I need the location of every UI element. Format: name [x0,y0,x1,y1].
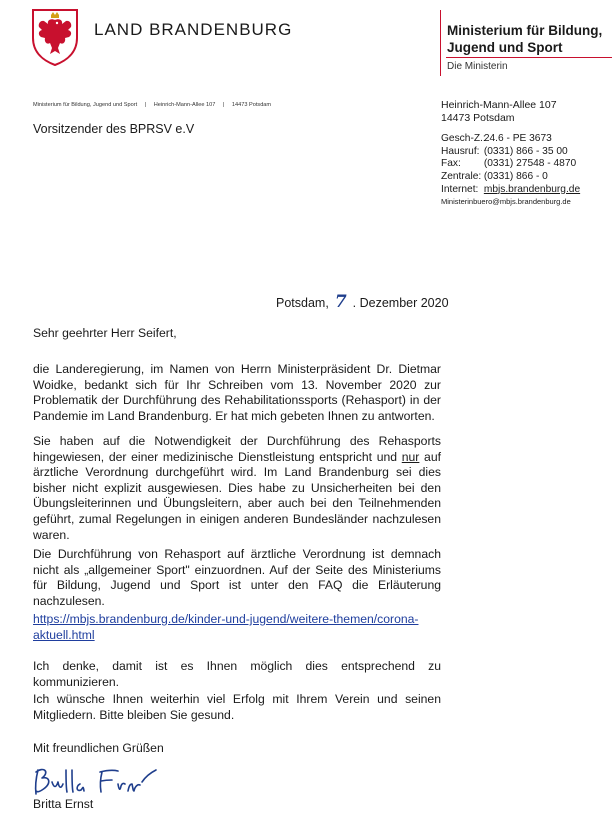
date-day-handwritten: 7 [334,292,347,312]
date-month-year: . Dezember 2020 [352,296,449,310]
ministry-title: Ministerium für Bildung, Jugend und Sport [447,23,603,55]
recipient-address: Vorsitzender des BPRSV e.V [33,122,195,136]
email-address[interactable]: Ministerinbuero@mbjs.brandenburg.de [441,197,571,207]
contact-label: Gesch-Z.: [441,133,486,144]
sender-separator: | [144,102,147,108]
contact-label: Zentrale: [441,171,482,183]
contact-value: (0331) 27548 - 4870 [483,158,577,170]
state-name: LAND BRANDENBURG [94,20,293,39]
ministry-address [441,99,557,124]
address-city: 14473 Potsdam [441,111,515,124]
closing: Mit freundlichen Grüßen [33,741,164,755]
contact-value: (0331) 866 - 0 [483,171,548,183]
paragraph-3: Die Durchführung von Rehasport auf ärztliche Verordnung ist demnach nicht als „allgemeiner Sport" einzuordnen. Auf der Seite des Ministeriums für Bildung, Jugend und Sport ist unter den FAQ die Erläuterung nachzulesen. [33,547,441,608]
contact-row [441,146,580,159]
contact-row [441,158,580,171]
contact-label: Hausruf: [441,145,480,157]
ministry-subtitle: Die Ministerin [447,61,508,72]
paragraph-4: Ich denke, damit ist es Ihnen möglich dies entsprechend zu kommunizieren. [33,659,441,689]
contact-block [441,133,580,209]
paragraph-1: die Landeregierung, im Namen von Herrn Ministerpräsident Dr. Dietmar Woidke, bedankt sich für Ihr Schreiben vom 13. November 2020 zur Problematik der Durchführung des Rehabilitationssports (Rehasport) in der Pandemie im Land Brandenburg. Er hat mich gebeten Ihnen zu antworten. [33,362,441,423]
contact-label: Internet: [441,183,479,195]
address-street: Heinrich-Mann-Allee 107 [441,99,557,111]
faq-link[interactable]: https://mbjs.brandenburg.de/kinder-und-jugend/weitere-themen/corona-aktuell.html [33,612,419,642]
contact-value: 24.6 - PE 3673 [483,133,552,144]
contact-value: (0331) 866 - 35 00 [483,145,568,157]
salutation: Sehr geehrter Herr Seifert, [33,326,177,340]
date-city: Potsdam, [276,296,329,310]
contact-row [441,133,580,146]
paragraph-5: Ich wünsche Ihnen weiterhin viel Erfolg mit Ihrem Verein und seinen Mitgliedern. Bitte bleiben Sie gesund. [33,692,441,722]
p2-emphasis: nur [401,449,420,464]
paragraph-2 [33,434,441,543]
ministry-rule [446,57,612,58]
contact-row [441,184,580,197]
signer-name: Britta Ernst [33,797,94,811]
sender-ministry: Ministerium für Bildung, Jugend und Sport [33,102,138,108]
internet-link[interactable]: mbjs.brandenburg.de [483,183,581,195]
contact-row [441,171,580,184]
sender-street: Heinrich-Mann-Allee 107 [153,102,216,108]
sender-return-line [33,102,277,108]
contact-label: Fax: [441,158,461,170]
p2-after: auf ärztliche Verordnung durchgeführt wird. Im Land Brandenburg sei dies bisher nicht explizit ausgewiesen. Dies habe zu Unsicherheiten bei den Übungsleiterinnen und Übungsleitern, aber auch bei den Teilnehmenden geführt, zumal Regelungen in einigen anderen Bundesländer nachzulesen waren. [33,449,441,542]
handwritten-signature [30,764,170,800]
sender-separator: | [222,102,225,108]
brandenburg-eagle-crest-icon [31,8,79,66]
p2-before: Sie haben auf die Notwendigkeit der Durchführung des Rehasports hingewiesen, der einer medizinische Dienstleistung entspricht und [33,434,441,464]
letter-date [276,292,449,312]
sender-city: 14473 Potsdam [231,102,272,108]
